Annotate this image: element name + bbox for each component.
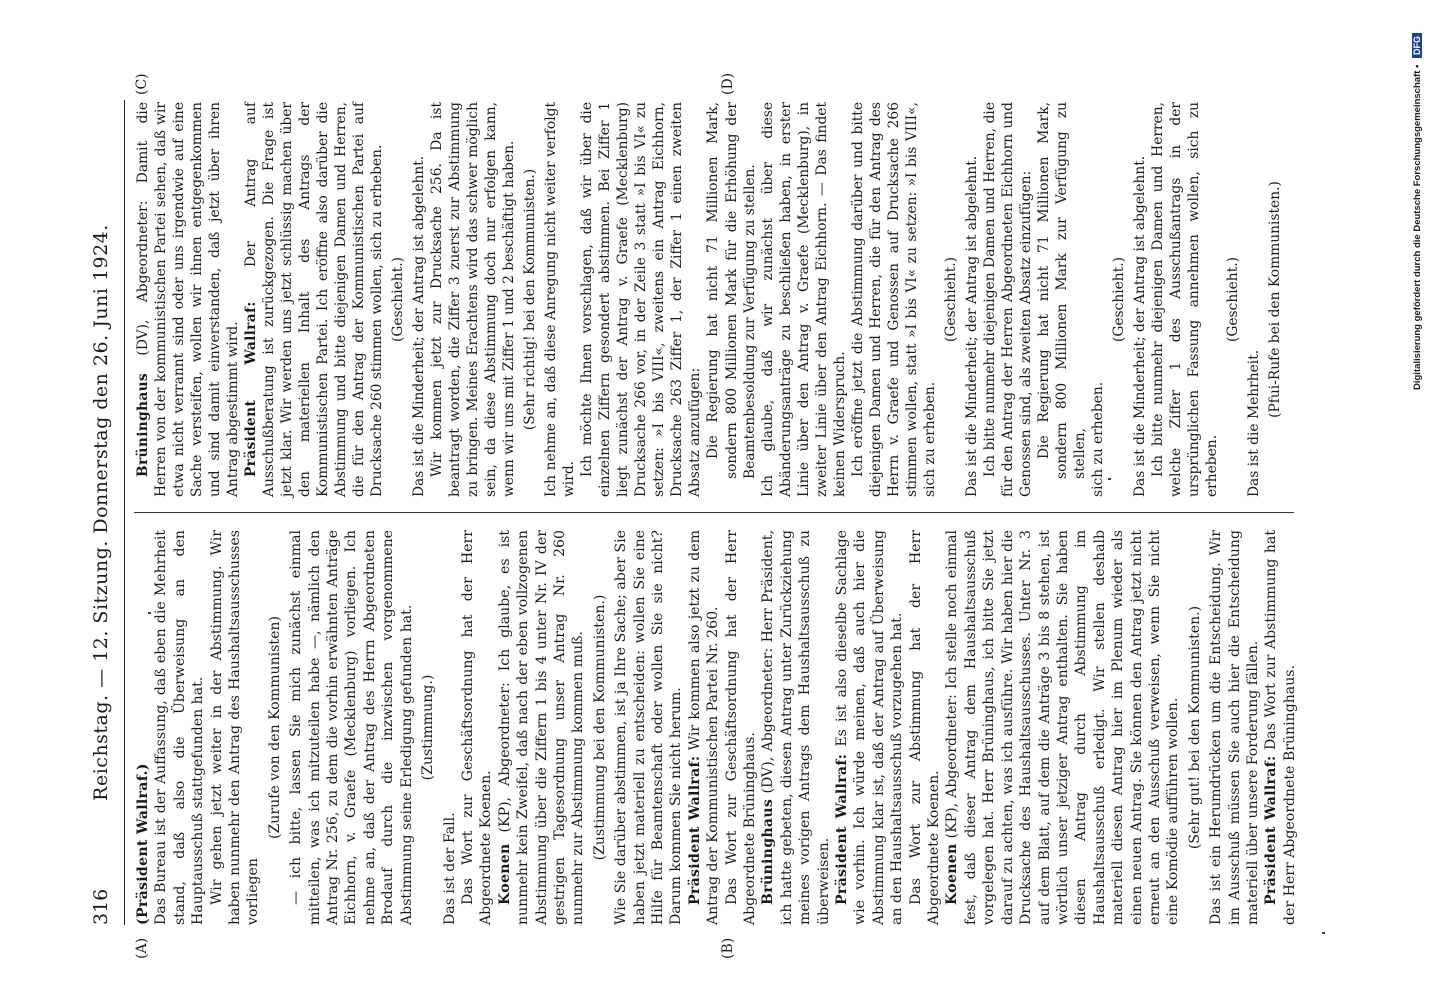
text-paragraph: Ich nehme an, daß diese Anregung nicht weiter verfolgt wird. bbox=[543, 102, 578, 497]
interjection: (Sehr richtig! bei den Kommunisten.) bbox=[522, 168, 539, 431]
text-paragraph: Das Bureau ist der Auffassung, daß eben die Mehrheit stand, daß also die Überweisung an den Hauptausschuß stattgefunden hat. bbox=[153, 530, 207, 925]
speech-paragraph bbox=[686, 530, 723, 925]
text-paragraph: Das Wort zur Geschäftsordnung hat der Herr Abgeordnete Koenen. bbox=[459, 530, 495, 925]
right-column bbox=[134, 102, 1287, 497]
speaker-name: (Präsident Wallraf.) bbox=[135, 763, 151, 925]
text-paragraph: Das Wort zur Abstimmung hat der Herr Abgeordnete Koenen. bbox=[907, 530, 943, 925]
text-paragraph: Wir gehen jetzt weiter in der Abstimmung. Wir haben nunmehr den Antrag des Haushaltsausschusses vorliegen bbox=[208, 530, 262, 925]
rotated-page bbox=[90, 72, 1315, 959]
interjection: (Geschieht.) bbox=[942, 256, 959, 343]
speaker-name: Brüninghaus bbox=[135, 373, 151, 477]
text-paragraph: Das ist die Minderheit; der Antrag ist abgelehnt. bbox=[1131, 155, 1148, 497]
speaker-continuation bbox=[134, 530, 152, 925]
speech-text: Das Wort zur Abstimmung hat der Herr Abgeordnete Brüninghaus. bbox=[1263, 530, 1298, 925]
interjection: (Zurufe von den Kommunisten) bbox=[266, 616, 283, 839]
text-paragraph: Ich eröffne jetzt die Abstimmung darüber und bitte diejenigen Damen und Herren, die für den Antrag des Herrn v. Graefe und Genossen auf Drucksache 266 stimmen wollen, statt »I bis VI« zu setzen: »I bis VIII«, sich zu erheben. bbox=[849, 102, 938, 497]
margin-mark-a: (A) bbox=[134, 937, 150, 959]
text-paragraph: Das ist die Mehrheit. bbox=[1245, 349, 1262, 497]
interjection: (Geschieht.) bbox=[1224, 256, 1241, 343]
interjection: (Sehr gut! bei den Kommunisten.) bbox=[1186, 605, 1203, 850]
speaker-name: Brüninghaus bbox=[760, 798, 777, 905]
scan-speck bbox=[1322, 932, 1325, 934]
dfg-logo: DFG bbox=[1412, 33, 1422, 58]
speech-paragraph bbox=[134, 102, 242, 497]
scan-speck bbox=[148, 612, 151, 614]
quoted-motion: Die Regierung hat nicht 71 Millionen Mark, sondern 800 Millionen Mark für die Erhöhung der Beamtenbesoldung zur Verfügung zu stellen. bbox=[705, 102, 758, 479]
interjection: (Geschieht.) bbox=[390, 256, 407, 343]
left-column bbox=[134, 530, 1299, 925]
speaker-name: Präsident Wallraf: bbox=[1263, 755, 1280, 905]
text-paragraph: Ich bitte nunmehr diejenigen Damen und Herren, welche Ziffer 1 des Ausschußantrags in der ursprünglichen Fassung annehmen wollen, sich zu erheben. bbox=[1149, 102, 1220, 497]
speech-text: Wir kommen also jetzt zu dem Antrag der Kommunistischen Partei Nr. 260. bbox=[686, 530, 722, 925]
stamp-text: Digitalisierung gefördert durch die Deutsche Forschungsgemeinschaft • bbox=[1412, 64, 1423, 390]
text-paragraph: Ich glaube, daß wir zunächst über diese Abänderungsanträge zu beschließen haben, in erster Linie über den Antrag v. Graefe (Mecklenburg), in zweiter Linie über den Antrag Eichhorn. — Das findet keinen Widerspruch. bbox=[759, 102, 848, 497]
scan-speck bbox=[1108, 478, 1111, 480]
column-divider bbox=[134, 512, 1294, 513]
speech-text: (KP), Abgeordneter: Ich stelle noch einmal fest, daß dieser Antrag dem Haushaltsausschuß vorgelegen hat. Herr Brüninghaus, ich bitte Sie jetzt darauf zu achten, was ich ausführe. Wir haben hier die Drucksache des Haushaltsausschusses. Unter Nr. 3 auf dem Blatt, auf dem die Anträge 3 bis 8 stehen, ist wörtlich unser jetziger Antrag enthalten. Sie haben diesen Antrag durch Abstimmung im Haushaltsausschuß erledigt. Wir stellen deshalb materiell diesen Antrag hier im Plenum wieder als einen neuen Antrag. Sie können den Antrag jetzt nicht erneut an den Ausschuß verweisen, wenn Sie nicht eine Komödie aufführen wollen. bbox=[944, 530, 1182, 925]
speech-text: Es ist also dieselbe Sachlage wie vorhin. Ich würde meinen, daß auch hier die Abstimmung klar ist, daß der Antrag auf Überweisung an den Haushaltsausschuß vorzugehen hat. bbox=[834, 530, 906, 925]
page-header bbox=[90, 100, 120, 925]
header-rule bbox=[124, 100, 125, 925]
running-title: Reichstag. — 12. Sitzung. Donnerstag den 26. Juni 1924. bbox=[90, 224, 112, 801]
speaker-name: Präsident Wallraf: bbox=[243, 301, 260, 477]
text-paragraph: Wir kommen jetzt zur Drucksache 256. Da ist beantragt worden, die Ziffer 3 zuerst zur Abstimmung zu bringen. Meines Erachtens wird das schwer möglich sein, da diese Abstimmung doch nur erfolgen kann, wenn wir uns mit Ziffer 1 und 2 beschäftigt haben. bbox=[429, 102, 518, 497]
speech-paragraph bbox=[242, 102, 386, 497]
speech-paragraph bbox=[496, 530, 588, 925]
speech-paragraph bbox=[759, 530, 833, 925]
text-paragraph: sich zu erheben. bbox=[1089, 381, 1106, 497]
speech-paragraph bbox=[833, 530, 907, 925]
speech-text: Der Antrag auf Ausschußberatung ist zurückgezogen. Die Frage ist jetzt klar. Wir werden uns jetzt schlüssig machen über den materiellen Inhalt des Antrags der Kommunistischen Partei. Ich eröffne also darüber die Abstimmung und bitte diejenigen Damen und Herren, die für den Antrag der Kommunistischen Partei auf Drucksache 260 stimmen wollen, sich zu erheben. bbox=[243, 102, 386, 497]
speech-paragraph bbox=[1262, 530, 1299, 925]
interjection: (Zustimmung bei den Kommunisten.) bbox=[591, 594, 608, 861]
speech-text: (DV), Abgeordneter: Herr Präsident, ich hatte gebeten, diesen Antrag unter Zurückziehung meines vorigen Antrags dem Haushaltsausschuß zu überweisen. bbox=[760, 530, 832, 925]
text-paragraph: Das ist die Minderheit; der Antrag ist abgelehnt. bbox=[411, 155, 428, 497]
text-paragraph: Das ist der Fall. bbox=[441, 812, 458, 925]
speaker-name: Präsident Wallraf: bbox=[834, 753, 851, 905]
interjection: (Pfui-Rufe bei den Kommunisten.) bbox=[1266, 181, 1283, 418]
quoted-motion: Die Regierung hat nicht 71 Millionen Mark, sondern 800 Millionen Mark zur Verfügung zu stellen, bbox=[1035, 102, 1088, 479]
speech-text: (KP), Abgeordneter: Ich glaube, es ist nunmehr kein Zweifel, daß nach der eben vollzogenen Abstimmung über die Ziffern 1 bis 4 unter Nr. IV der gestrigen Tagesordnung unser Antrag Nr. 260 nunmehr zur Abstimmung kommen muß. bbox=[496, 530, 587, 925]
interjection: (Zustimmung.) bbox=[420, 674, 437, 781]
dfg-stamp bbox=[1412, 10, 1430, 390]
margin-mark-c: (C) bbox=[134, 73, 150, 95]
text-paragraph: Ich bitte nunmehr diejenigen Damen und Herren, die für den Antrag der Herren Abgeordneten Eichhorn und Genossen sind, als zweiten Absatz einzufügen: bbox=[981, 102, 1034, 497]
interjection: (Geschieht.) bbox=[1110, 256, 1127, 343]
speaker-name: Präsident Wallraf: bbox=[686, 755, 703, 905]
speaker-name: Koenen bbox=[496, 843, 513, 905]
text-paragraph: Wie Sie darüber abstimmen, ist ja Ihre Sache; aber Sie haben jetzt materiell zu entscheiden: wollen Sie eine Hilfe für Beamtenschaft oder wollen Sie sie nicht? Darum kommen Sie nicht herum. bbox=[613, 530, 685, 925]
text-paragraph: Das ist die Minderheit; der Antrag ist abgelehnt. bbox=[963, 155, 980, 497]
speaker-name: Koenen bbox=[944, 843, 961, 905]
speech-text: (DV), Abgeordneter: Damit die Herren von der kommunistischen Partei sehen, daß wir etwa nicht verrannt sind oder uns irgendwie auf eine Sache versteifen, wollen wir ihnen entgegenkommen und sind damit einverstanden, daß jetzt über ihren Antrag abgestimmt wird. bbox=[135, 102, 242, 497]
margin-mark-b: (B) bbox=[720, 937, 736, 959]
speech-paragraph bbox=[943, 530, 1182, 925]
text-paragraph: Das Wort zur Geschäftsordnung hat der Herr Abgeordnete Brüninghaus. bbox=[723, 530, 758, 925]
text-paragraph: Ich möchte Ihnen vorschlagen, daß wir über die einzelnen Ziffern gesondert abstimmen. Bei Ziffer 1 liegt zunächst der Antrag v. Graefe (Mecklenburg) Drucksache 266 vor, in der Zeile 3 statt »I bis VI« zu setzen: »I bis VIII«, zweitens ein Antrag Eichhorn, Drucksache 263 Ziffer 1, der Ziffer 1 einen zweiten Absatz anzufügen: bbox=[579, 102, 704, 497]
text-paragraph: Das ist ein Herumdrücken um die Entscheidung. Wir im Ausschuß müssen Sie auch hier die Entscheidung materiell über unsere Forderung fällen. bbox=[1208, 530, 1261, 925]
margin-mark-d: (D) bbox=[720, 72, 736, 95]
text-paragraph: — ich bitte, lassen Sie mich zunächst einmal mitteilen, was ich mitzuteilen habe —, nämlich den Antrag Nr. 256, zu dem die vorhin erwähnten Anträge Eichhorn, v. Graefe (Mecklenburg) vorliegen. Ich nehme an, daß der Antrag des Herrn Abgeordneten Brodauf durch die inzwischen vorgenommene Abstimmung seine Erledigung gefunden hat. bbox=[288, 530, 415, 925]
page-number: 316 bbox=[90, 888, 112, 925]
